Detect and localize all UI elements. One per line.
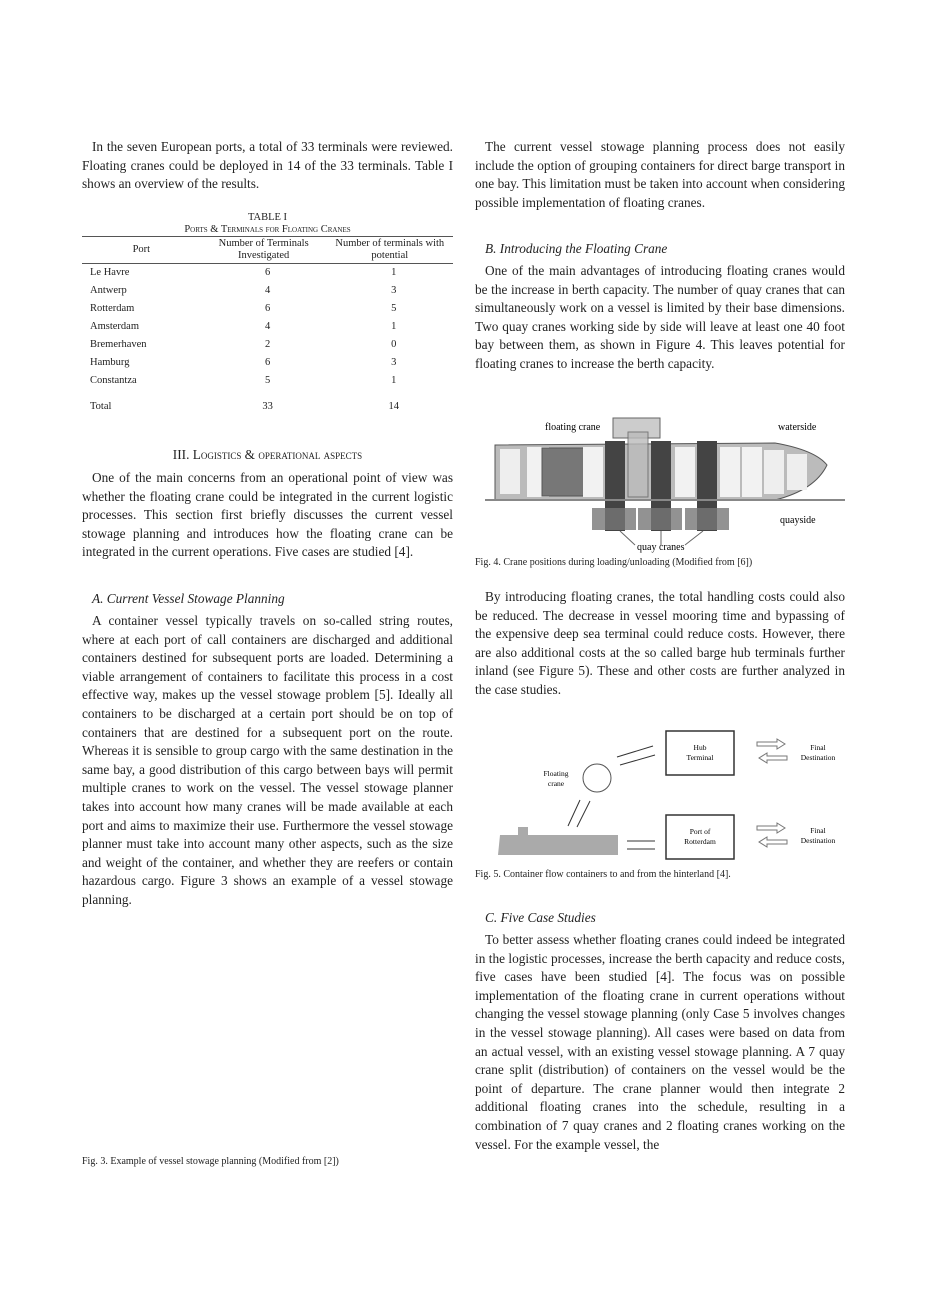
table-row [82, 318, 453, 336]
section-b-heading: B. Introducing the Floating Crane [485, 241, 668, 256]
fig4-label-floating-crane: floating crane [545, 422, 601, 433]
fig5-fd2-line2: Destination [800, 836, 836, 845]
fig5-fd1-line1: Final [810, 743, 826, 752]
section-b-paragraph: One of the main advantages of introducing floating cranes would be the increase in berth capacity. The number of quay cranes that can simultaneously work on a vessel is limited by their base dimensions. Two quay cranes working side by side will leave at least one 40 foot bay between them, as shown in Figure 4. This leaves potential for floating cranes to increase the berth capacity. [475, 263, 845, 371]
section-a-heading: A. Current Vessel Stowage Planning [92, 591, 285, 606]
table-cell: 0 [391, 339, 397, 350]
fig4-caption: Fig. 4. Crane positions during loading/unloading (Modified from [6]) [475, 557, 753, 568]
table-1 [82, 212, 453, 416]
col-header: Number of Terminals Investigated [201, 237, 327, 264]
table-cell: 3 [391, 285, 397, 296]
table-cell: 1 [391, 375, 397, 386]
fig5-fc-line1: Floating [543, 769, 569, 778]
section-a-paragraph: A container vessel typically travels on so-called string routes, where at each port of call containers are discharged and additional containers destined for subsequent ports are loaded. Determining a viable arrangement of containers to facilitate this process in a cost effective way, makes up the vessel stowage problem [5]. Ideally all containers to be discharged at a certain port should be on top of containers that are destined for a subsequent port on the route. Whereas it is sensible to group cargo with the same destination in the same bay, a good distribution of this cargo between bays will permit multiple cranes to work on the vessel. The vessel stowage planner takes into account how many cranes will be made available at each port and aims to maximize their use. Furthermore the vessel stowage planner must take into account many other aspects, such as the size and weight of the container, and whether they are reefers or contain hazardous cargo. Figure 3 shows an example of a vessel stowage planning. [82, 613, 453, 907]
table-label: TABLE I [247, 212, 288, 223]
table-cell: Bremerhaven [90, 339, 147, 350]
fig5-fd1-line2: Destination [800, 753, 836, 762]
table-cell: 6 [265, 357, 271, 368]
table-cell: 1 [391, 321, 397, 332]
table-cell: Le Havre [90, 267, 130, 278]
col-header: Port [82, 237, 201, 264]
section-3-paragraph: One of the main concerns from an operational point of view was whether the floating crane could be integrated in the current logistic processes. This section first briefly discusses the current vessel stowage planning and introduces how the floating crane can be integrated in the current operations. Five cases are studied [4]. [82, 470, 453, 560]
table-row [82, 336, 453, 354]
table-cell: 6 [265, 303, 271, 314]
table-cell: 14 [388, 401, 400, 412]
table-cell: Hamburg [90, 357, 130, 368]
table-cell: 6 [265, 267, 271, 278]
table-row [82, 372, 453, 390]
table-cell: 3 [391, 357, 397, 368]
fig5-hub-line2: Terminal [686, 753, 714, 762]
section-c-paragraph: To better assess whether floating cranes could indeed be integrated in the logistic processes, increase the berth capacity and reduce costs, five cases have been studied [4]. The focus was on possible implementation of the floating crane in current operations without changing the vessel stowage planning (only Case 5 involves changes in the vessel stowage planning). All cases were based on data from an actual vessel, with an existing vessel stowage planning. A 7 quay crane split (distribution) of containers on the vessel would be the point of departure. The crane planner would then integrate 2 additional floating cranes into the schedule, resulting in a combination of 7 quay cranes and 2 floating cranes working on the vessel. For the example vessel, the [475, 932, 845, 1152]
table-row [82, 354, 453, 372]
fig4-crane-diagram [475, 410, 855, 555]
table-cell: 2 [265, 339, 271, 350]
section-c-heading: C. Five Case Studies [485, 910, 596, 925]
right-paragraph-2: By introducing floating cranes, the total handling costs could also be reduced. The decrease in vessel mooring time and bypassing of the expensive deep sea terminal could reduce costs. However, there are also additional costs at the so called barge hub terminals further inland (see Figure 5). These and other costs are further analyzed in the case studies. [475, 589, 845, 697]
fig4-label-quayside: quayside [780, 515, 816, 526]
table-row [82, 282, 453, 300]
fig5-caption: Fig. 5. Container flow containers to and from the hinterland [4]. [475, 869, 731, 880]
right-paragraph-1: The current vessel stowage planning process does not easily include the option of grouping containers for direct barge transport in one bay. This limitation must be taken into account when considering possible implementation of floating cranes. [475, 139, 845, 210]
table-row [82, 264, 453, 283]
table-row [82, 300, 453, 318]
table-cell: Rotterdam [90, 303, 135, 314]
table-cell: Antwerp [90, 285, 127, 296]
table-cell: Amsterdam [90, 321, 139, 332]
table-cell: 4 [265, 321, 271, 332]
table-cell: Constantza [90, 375, 137, 386]
fig5-fd2-line1: Final [810, 826, 826, 835]
fig4-label-quay-cranes: quay cranes [637, 542, 685, 553]
fig3-caption: Fig. 3. Example of vessel stowage planning (Modified from [2]) [82, 1156, 339, 1167]
table-cell: 5 [391, 303, 397, 314]
fig5-hub-line1: Hub [693, 743, 707, 752]
fig5-fc-line2: crane [547, 779, 565, 788]
table-cell: 33 [262, 401, 273, 412]
fig5-port-line2: Rotterdam [684, 837, 716, 846]
intro-paragraph: In the seven European ports, a total of 33 terminals were reviewed. Floating cranes could be deployed in 14 of the 33 terminals. Table I shows an overview of the results. [82, 139, 453, 192]
spacer-row [82, 390, 453, 398]
table-cell: Total [90, 401, 112, 412]
table-cell: 1 [391, 267, 397, 278]
table-cell: 4 [265, 285, 271, 296]
col-header: Number of terminals with potential [327, 237, 453, 264]
fig4-label-waterside: waterside [778, 422, 817, 433]
section-3-heading [82, 446, 453, 465]
section-3-heading-text: III. Logistics & operational aspects [172, 447, 363, 462]
table-row [82, 398, 453, 416]
table-cell: 5 [265, 375, 271, 386]
table-title: Ports & Terminals for Floating Cranes [184, 224, 351, 235]
fig5-flow-diagram [475, 720, 855, 865]
fig5-port-line1: Port of [689, 827, 711, 836]
